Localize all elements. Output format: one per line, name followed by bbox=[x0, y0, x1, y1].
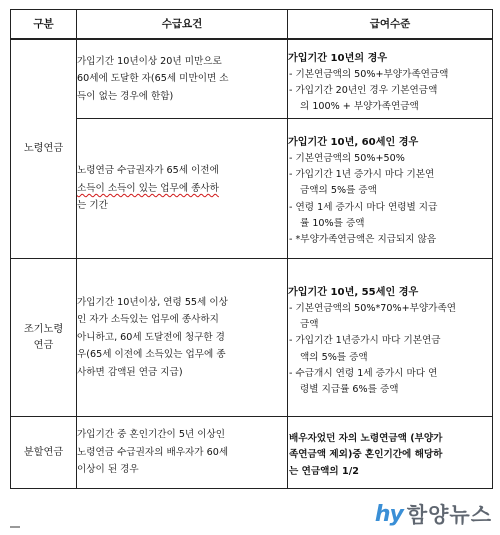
benefit-title: 가입기간 10년의 경우 bbox=[288, 52, 388, 64]
table-row bbox=[11, 39, 493, 119]
condition-cell bbox=[77, 259, 288, 417]
category-cell: 노령연금 bbox=[11, 39, 77, 259]
condition-line: 우(65세 이전에 소득있는 업무에 종 bbox=[77, 349, 226, 361]
condition-line: 60세에 도달한 자(65세 미만이면 소 bbox=[77, 73, 229, 84]
table-row bbox=[11, 417, 493, 489]
benefit-line: 는 연금액의 1/2 bbox=[289, 465, 359, 477]
benefit-line: 률 10%를 증액 bbox=[300, 217, 365, 229]
category-cell bbox=[11, 259, 77, 417]
watermark bbox=[375, 499, 492, 529]
table-row bbox=[11, 119, 493, 259]
condition-cell bbox=[77, 119, 288, 259]
benefit-line: - *부양가족연금액은 지급되지 않음 bbox=[289, 234, 437, 246]
condition-cell bbox=[77, 39, 288, 119]
condition-line: 득이 없는 경우에 한함) bbox=[77, 90, 174, 102]
header-category: 구분 bbox=[11, 10, 77, 39]
benefit-line: - 가입기간 1년 증가시 마다 기본연 bbox=[289, 168, 435, 180]
benefit-line: - 수급개시 연령 1세 증가시 마다 연 bbox=[289, 367, 438, 379]
page-mark bbox=[10, 526, 20, 528]
condition-line: 노령연금 수급권자가 65세 이전에 bbox=[77, 165, 219, 177]
condition-line: 사하면 감액된 연금 지급) bbox=[77, 366, 183, 378]
category-line: 조기노령 bbox=[23, 323, 64, 335]
condition-line: 가입기간 10년이상, 연령 55세 이상 bbox=[77, 296, 228, 308]
benefit-title: 가입기간 10년, 55세인 경우 bbox=[288, 286, 419, 298]
benefit-cell bbox=[288, 259, 493, 417]
condition-line: 이상이 된 경우 bbox=[77, 464, 139, 476]
benefit-cell bbox=[288, 417, 493, 489]
benefit-line: - 기본연금액의 50%+부양가족연금액 bbox=[289, 68, 449, 80]
condition-line: 소득이 소득이 있는 업무에 종사하 bbox=[77, 182, 219, 194]
condition-cell bbox=[77, 417, 288, 489]
benefit-line: - 기본연금액의 50%+50% bbox=[289, 152, 405, 164]
benefit-line: - 가입기간 1년증가시 마다 기본연금 bbox=[289, 335, 441, 347]
condition-line: 는 기간 bbox=[77, 200, 108, 212]
pension-table bbox=[10, 9, 493, 489]
header-benefit: 급여수준 bbox=[288, 10, 493, 39]
benefit-line: 액의 5%를 증액 bbox=[300, 351, 368, 363]
benefit-line: - 기본연금액의 50%*70%+부양가족연 bbox=[289, 302, 456, 314]
benefit-cell bbox=[288, 119, 493, 259]
table-row bbox=[11, 259, 493, 417]
category-cell: 분할연금 bbox=[11, 417, 77, 489]
condition-line: 가입기간 중 혼인기간이 5년 이상인 bbox=[77, 429, 226, 441]
benefit-line: 의 100% + 부양가족연금액 bbox=[300, 101, 419, 113]
category-line: 연금 bbox=[33, 339, 54, 351]
benefit-line: - 가입기간 20년인 경우 기본연금액 bbox=[289, 85, 438, 97]
watermark-text: 함양뉴스 bbox=[406, 503, 492, 527]
header-condition: 수급요건 bbox=[77, 10, 288, 39]
table-header-row bbox=[11, 10, 493, 39]
condition-line: 가입기간 10년이상 20년 미만으로 bbox=[77, 55, 222, 67]
benefit-title: 가입기간 10년, 60세인 경우 bbox=[288, 136, 419, 148]
watermark-logo: hy bbox=[374, 501, 403, 527]
condition-line: 아니하고, 60세 도달전에 청구한 경 bbox=[77, 331, 225, 343]
benefit-line: 금액 bbox=[300, 318, 319, 330]
condition-line: 노령연금 수급권자의 배우자가 60세 bbox=[77, 446, 229, 458]
benefit-line: 령별 지급률 6%를 증액 bbox=[300, 384, 399, 396]
benefit-cell bbox=[288, 39, 493, 119]
benefit-line: - 연령 1세 증가시 마다 연령별 지급 bbox=[289, 201, 438, 213]
benefit-line: 족연금액 제외)중 혼인기간에 해당하 bbox=[289, 449, 443, 461]
condition-line: 인 자가 소득있는 업무에 종사하지 bbox=[77, 314, 219, 326]
benefit-line: 배우자었던 자의 노령연금액 (부양가 bbox=[289, 433, 443, 445]
benefit-line: 금액의 5%를 증액 bbox=[300, 185, 377, 197]
